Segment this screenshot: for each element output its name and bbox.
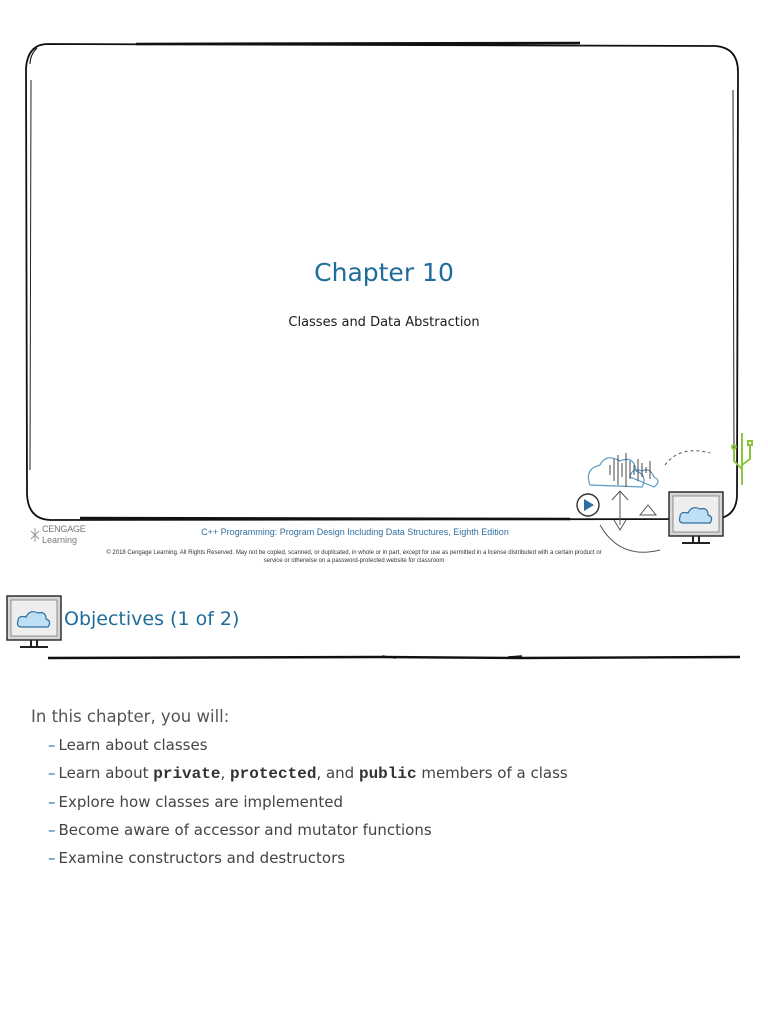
bullet-separator: , and (316, 764, 359, 783)
bullet-text: Become aware of accessor and mutator functions (58, 820, 432, 839)
list-item (48, 764, 568, 792)
list-item (48, 793, 568, 821)
logo-line-2: Learning (42, 535, 78, 545)
keyword-protected: protected (230, 765, 317, 784)
monitor-cloud-icon (668, 491, 724, 551)
copyright-notice: © 2018 Cengage Learning. All Rights Reserved. May not be copied, scanned, or duplicated, in whole or in part, except for use as permitted in a license distributed with a certain product or service or otherwise on a password-protected website for classroom (106, 550, 602, 564)
slide-subtitle: Classes and Data Abstraction (288, 315, 480, 330)
bullet-dash: – (48, 849, 56, 868)
cloud-icon (588, 458, 658, 487)
bullet-dash: – (48, 764, 56, 783)
bullet-text: Examine constructors and destructors (58, 849, 346, 868)
bullet-separator: , (220, 764, 231, 783)
list-item (48, 849, 568, 877)
logo-line-1: CENGAGE (42, 524, 86, 534)
keyword-public: public (358, 765, 417, 784)
book-title: C++ Programming: Program Design Including Data Structures, Eighth Edition (201, 527, 509, 537)
objectives-list (48, 736, 568, 877)
usb-icon (732, 433, 752, 485)
bullet-text: Explore how classes are implemented (58, 792, 344, 811)
objectives-intro: In this chapter, you will: (31, 707, 230, 726)
objectives-title: Objectives (1 of 2) (64, 608, 240, 630)
slide-title: Chapter 10 (314, 258, 454, 287)
list-item (48, 736, 568, 764)
logo-swirl-icon (30, 527, 40, 543)
keyword-private: private (153, 765, 221, 784)
title-underline (0, 650, 768, 664)
tech-illustration (570, 425, 760, 560)
bullet-text-suffix: members of a class (416, 764, 568, 783)
list-item (48, 821, 568, 849)
bullet-dash: – (48, 820, 56, 839)
bullet-dash: – (48, 792, 56, 811)
bullet-text: Learn about classes (58, 736, 208, 754)
monitor-cloud-icon (6, 595, 62, 655)
bullet-text-prefix: Learn about (58, 764, 154, 783)
bullet-dash: – (48, 736, 56, 754)
